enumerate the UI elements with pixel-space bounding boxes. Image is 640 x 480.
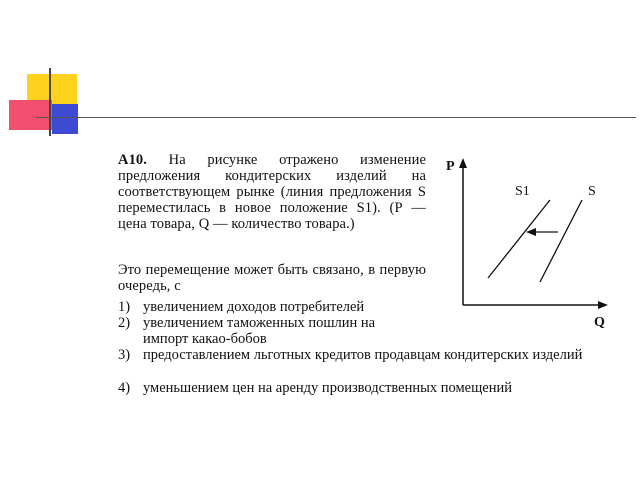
supply-line-s1-label: S1 <box>515 184 530 199</box>
question-number: А10. <box>118 152 147 168</box>
option-number: 1) <box>118 299 131 315</box>
question-lead: Это перемещение может быть связано, в первую очередь, с <box>118 262 426 294</box>
x-axis-arrow-icon <box>598 301 608 309</box>
supply-line-s-label: S <box>588 184 596 199</box>
option-number: 3) <box>118 347 131 363</box>
option-text: увеличением доходов потребителей <box>143 299 365 315</box>
decorative-blue-rectangle <box>52 104 78 134</box>
supply-shift-graph <box>440 150 620 335</box>
decorative-red-rectangle <box>9 100 52 130</box>
decorative-horizontal-line <box>36 117 636 118</box>
supply-line-s <box>540 200 582 282</box>
option-number: 2) <box>118 315 131 331</box>
y-axis-label: P <box>446 159 455 174</box>
option-text: увеличением таможенных пошлин на импорт какао-бобов <box>143 315 376 347</box>
option-number: 4) <box>118 380 131 396</box>
y-axis-arrow-icon <box>459 158 467 168</box>
decorative-vertical-line <box>49 68 51 136</box>
question-body: На рисунке отражено изменение предложения кондитерских изделий на соответствующем рынке (линия предложения S переместилась в новое положение S1). (Р — цена товара, Q — количество товара.) <box>118 152 426 232</box>
supply-line-s1 <box>488 200 550 278</box>
question-text <box>118 152 426 232</box>
x-axis-label: Q <box>594 315 605 330</box>
option-text: предоставлением льготных кредитов продавцам кондитерских изделий <box>143 347 583 363</box>
option-text: уменьшением цен на аренду производственных помещений <box>143 380 512 396</box>
